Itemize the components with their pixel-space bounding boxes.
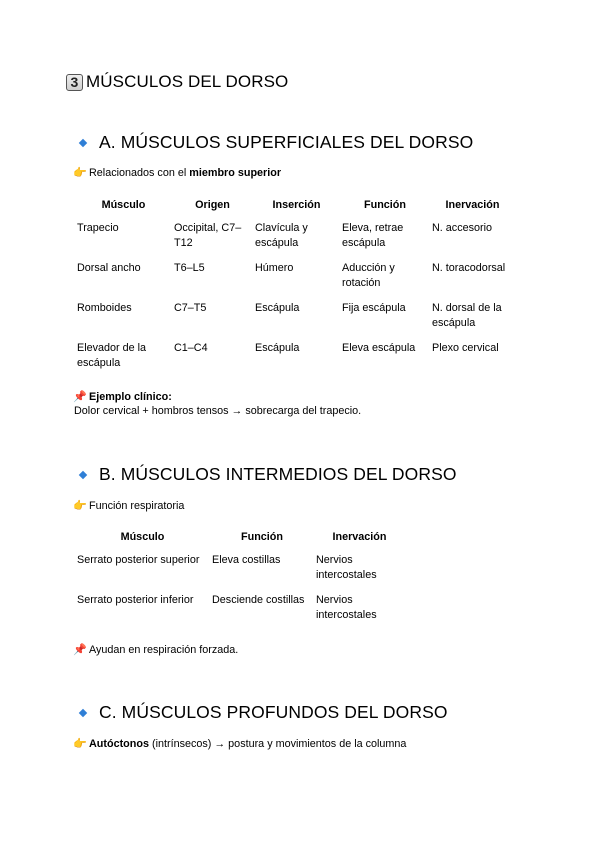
- section-b-heading: [78, 464, 457, 485]
- superficial-muscles-table: [75, 199, 515, 381]
- table-row: [75, 301, 515, 341]
- table-cell: Elevador de la escápula: [77, 342, 147, 369]
- table-cell: Nervios intercostales: [316, 594, 377, 621]
- table-cell: Desciende costillas: [212, 594, 305, 606]
- table-cell: Serrato posterior superior: [77, 554, 200, 566]
- table-cell: Aducción y rotación: [342, 262, 395, 289]
- section-b-title: B. MÚSCULOS INTERMEDIOS DEL DORSO: [99, 464, 457, 484]
- clinical-example: [73, 390, 361, 418]
- pushpin-icon: 📌: [73, 644, 87, 656]
- table-cell: N. accesorio: [432, 222, 493, 234]
- column-header: Músculo: [120, 531, 165, 543]
- table-cell: N. dorsal de la escápula: [432, 302, 502, 329]
- section-c-note-rest: (intrínsecos) → postura y movimientos de la columna: [148, 737, 407, 750]
- table-row: [75, 261, 515, 301]
- table-cell: Húmero: [255, 262, 294, 274]
- section-a-note-bold: miembro superior: [189, 166, 282, 179]
- section-b-note-text: Función respiratoria: [89, 499, 185, 512]
- table-cell: Eleva escápula: [342, 342, 416, 354]
- clinical-example-label: Ejemplo clínico:: [89, 391, 172, 403]
- intermediate-muscles-table: [75, 531, 405, 633]
- table-cell: Clavícula y escápula: [255, 222, 308, 249]
- table-cell: N. toracodorsal: [432, 262, 506, 274]
- section-b-note: [73, 499, 184, 512]
- table-cell: Romboides: [77, 302, 132, 314]
- section-a-title: A. MÚSCULOS SUPERFICIALES DEL DORSO: [99, 132, 474, 152]
- clinical-example-text: Dolor cervical + hombros tensos → sobrecarga del trapecio.: [74, 405, 362, 417]
- pointing-hand-icon: 👉: [73, 167, 87, 179]
- table-header-row: [75, 199, 515, 221]
- table-row: [75, 221, 515, 261]
- column-header: Músculo: [101, 199, 146, 211]
- table-cell: Serrato posterior inferior: [77, 594, 194, 606]
- table-cell: Fija escápula: [342, 302, 406, 314]
- table-row: [75, 553, 405, 593]
- pushpin-icon: 📌: [73, 391, 87, 403]
- blue-diamond-icon: [79, 138, 87, 146]
- table-cell: C1–C4: [174, 342, 208, 354]
- table-cell: Dorsal ancho: [77, 262, 141, 274]
- section-a-note-prefix: Relacionados con el: [89, 166, 190, 179]
- column-header: Inervación: [332, 531, 387, 543]
- column-header: Inserción: [272, 199, 321, 211]
- section-b-footnote: [73, 643, 238, 656]
- table-cell: Occipital, C7–T12: [174, 222, 242, 249]
- table-cell: Trapecio: [77, 222, 119, 234]
- blue-diamond-icon: [79, 708, 87, 716]
- column-header: Función: [364, 199, 406, 211]
- table-cell: Escápula: [255, 302, 300, 314]
- table-row: [75, 341, 515, 381]
- pointing-hand-icon: 👉: [73, 500, 87, 512]
- table-cell: C7–T5: [174, 302, 207, 314]
- table-cell: T6–L5: [174, 262, 205, 274]
- column-header: Función: [241, 531, 283, 543]
- page-title-text: MÚSCULOS DEL DORSO: [86, 72, 289, 91]
- column-header: Origen: [195, 199, 230, 211]
- section-a-note: [73, 166, 281, 179]
- section-a-heading: [78, 132, 473, 153]
- page-title: [66, 72, 288, 92]
- column-header: Inervación: [445, 199, 500, 211]
- table-cell: Plexo cervical: [432, 342, 499, 354]
- table-row: [75, 593, 405, 633]
- section-c-note-bold: Autóctonos: [89, 737, 149, 750]
- table-header-row: [75, 531, 405, 553]
- table-cell: Eleva costillas: [212, 554, 281, 566]
- section-c-note: [73, 737, 406, 750]
- section-c-heading: [78, 702, 448, 723]
- pointing-hand-icon: 👉: [73, 738, 87, 750]
- table-cell: Escápula: [255, 342, 300, 354]
- table-cell: Eleva, retrae escápula: [342, 222, 404, 249]
- table-cell: Nervios intercostales: [316, 554, 377, 581]
- blue-diamond-icon: [79, 470, 87, 478]
- section-c-title: C. MÚSCULOS PROFUNDOS DEL DORSO: [99, 702, 448, 722]
- keycap-number-icon: 3: [66, 74, 83, 91]
- section-b-footnote-text: Ayudan en respiración forzada.: [89, 643, 239, 656]
